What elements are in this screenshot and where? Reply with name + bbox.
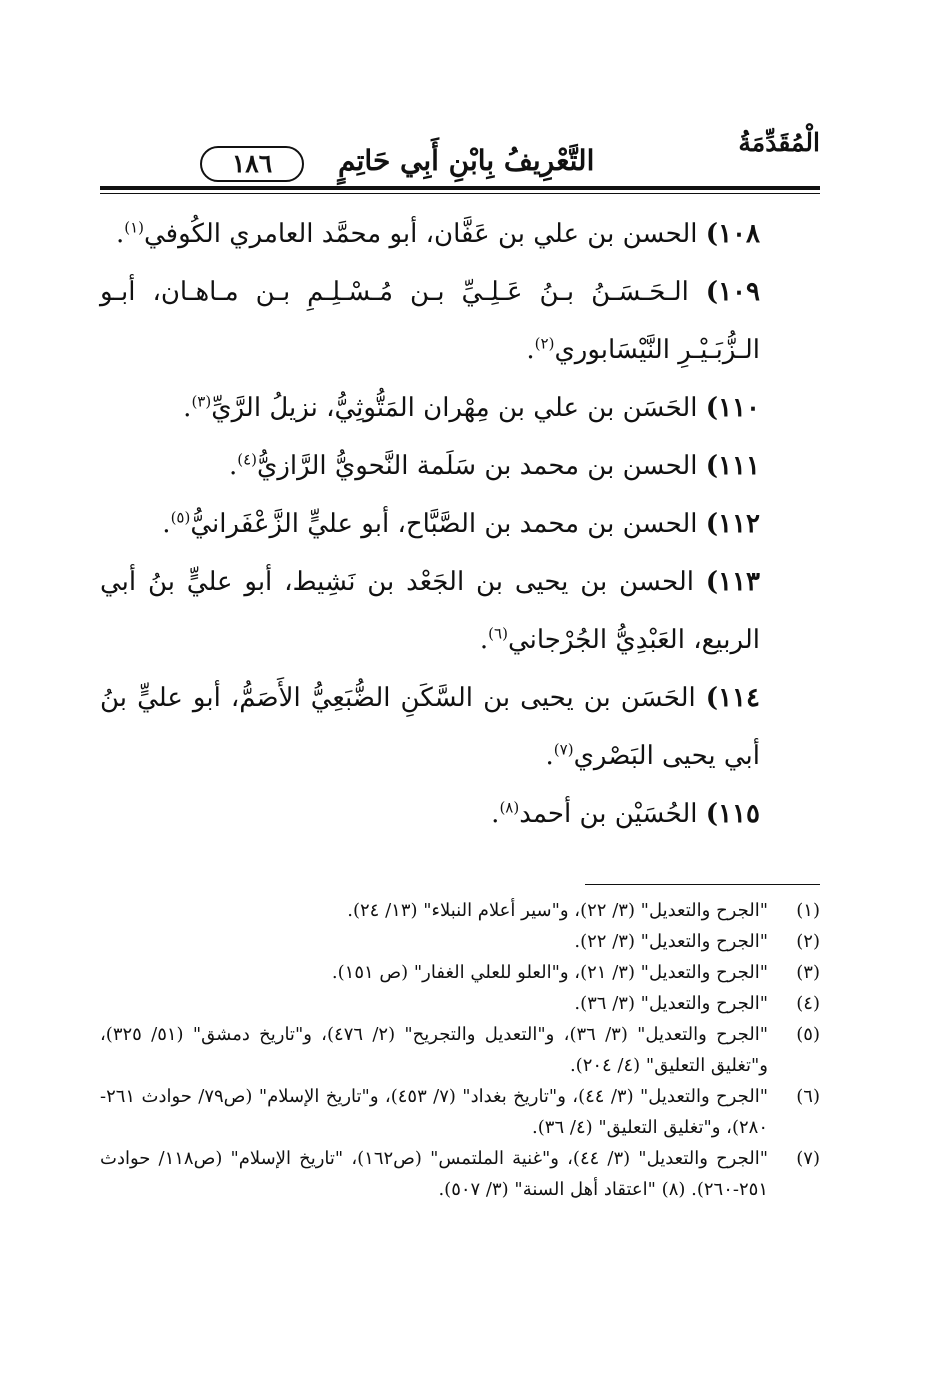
entry-text: الحسن بن محمد بن سَلَمة النَّحويُّ الرَّازيُّ xyxy=(257,451,706,481)
entry-end: . xyxy=(228,451,238,481)
footnote-text: "الجرح والتعديل" (٣/ ٢٢)، و"سير أعلام النبلاء" (١٣/ ٢٤). xyxy=(347,900,768,921)
footnote-ref: (٣) xyxy=(191,392,212,411)
footnote-number: (٦) xyxy=(796,1086,820,1107)
page-header xyxy=(100,128,820,188)
header-rule-thick xyxy=(100,186,820,190)
footnote-ref: (٥) xyxy=(170,508,191,527)
entry-end: . xyxy=(115,219,125,249)
footnote-text: "الجرح والتعديل" (٣/ ٤٤)، و"غنية الملتمس" (ص١٦٢)، "تاريخ الإسلام" (ص١١٨/ حوادث ٢٥١-٢٦٠). (٨) "اعتقاد أهل السنة" (٣/ ٥٠٧). xyxy=(100,1148,768,1200)
footnote-number: (١) xyxy=(796,900,820,921)
footnote-number: (٥) xyxy=(796,1024,820,1045)
footnote-number: (٣) xyxy=(796,962,820,983)
entry-115 xyxy=(100,785,820,843)
entry-111 xyxy=(100,437,820,495)
entries-list xyxy=(100,205,820,843)
footnote-ref: (١) xyxy=(124,218,144,237)
footnote-5 xyxy=(100,1019,820,1081)
footnote-4 xyxy=(100,988,820,1019)
footnote-number: (٧) xyxy=(796,1148,820,1169)
footnote-number: (٤) xyxy=(796,993,820,1014)
footnote-7 xyxy=(100,1143,820,1205)
entry-text: الحَسَن بن علي بن مِهْران المَتُّوثِيُّ، نزيلُ الرَّيِّ xyxy=(211,393,706,423)
footnote-text: "الجرح والتعديل" (٣/ ٣٦). xyxy=(574,993,768,1014)
footnote-text: "الجرح والتعديل" (٣/ ٢١)، و"العلو للعلي الغفار" (ص ١٥١). xyxy=(331,962,768,983)
entry-number: ١١٢) xyxy=(705,509,760,539)
entry-end: . xyxy=(183,393,192,423)
entry-number: ١١١) xyxy=(705,451,760,481)
footnote-ref: (٨) xyxy=(499,798,520,817)
entry-text: الحسن بن يحيى بن الجَعْد بن نَشِيط، أبو عليٍّ بنُ أبي الربيع، العَبْدِيُّ الجُرْجاني xyxy=(100,567,760,655)
entry-end: . xyxy=(162,509,171,539)
section-title: الْمُقَدِّمَةُ xyxy=(738,128,820,157)
entry-number: ١١٥) xyxy=(705,799,760,829)
entry-end: . xyxy=(526,335,535,365)
page-number-badge: ١٨٦ xyxy=(200,146,304,182)
footnote-2 xyxy=(100,926,820,957)
header-rule-thin xyxy=(100,193,820,194)
entry-110 xyxy=(100,379,820,437)
entry-text: الحسن بن علي بن عَفَّان، أبو محمَّد العامري الكُوفي xyxy=(144,219,706,249)
entry-end: . xyxy=(545,741,554,771)
footnote-1 xyxy=(100,895,820,926)
footnote-ref: (٦) xyxy=(488,624,508,643)
entry-number: ١٠٩) xyxy=(705,277,760,307)
entry-number: ١١٠) xyxy=(705,393,760,423)
footnote-number: (٢) xyxy=(796,931,820,952)
footnote-text: "الجرح والتعديل" (٣/ ٢٢). xyxy=(574,931,768,952)
entry-112 xyxy=(100,495,820,553)
entry-109 xyxy=(100,263,820,379)
entry-end: . xyxy=(479,625,489,655)
entry-end: . xyxy=(491,799,500,829)
footnote-text: "الجرح والتعديل" (٣/ ٣٦)، و"التعديل والتجريح" (٢/ ٤٧٦)، و"تاريخ دمشق" (٥١/ ٣٢٥)، و"تغليق التعليق" (٤/ ٢٠٤). xyxy=(100,1024,769,1076)
footnote-ref: (٢) xyxy=(534,334,555,353)
entry-number: ١١٣) xyxy=(705,567,760,597)
book-title: التَّعْرِيفُ بِابْنِ أَبِي حَاتِمٍ xyxy=(338,144,595,177)
entry-114 xyxy=(100,669,820,785)
footnote-3 xyxy=(100,957,820,988)
footnote-ref: (٧) xyxy=(553,740,574,759)
footnote-ref: (٤) xyxy=(237,450,258,469)
entry-text: الحُسَيْن بن أحمد xyxy=(519,799,706,829)
entry-number: ١٠٨) xyxy=(705,219,760,249)
entry-108 xyxy=(100,205,820,263)
entry-text: الحَسَن بن يحيى بن السَّكَنِ الضُّبَعِيُّ الأَصَمُّ، أبو عليٍّ بنُ أبي يحيى البَصْري xyxy=(100,683,760,771)
footnote-separator xyxy=(585,884,820,885)
entry-113 xyxy=(100,553,820,669)
footnote-text: "الجرح والتعديل" (٣/ ٤٤)، و"تاريخ بغداد" (٧/ ٤٥٣)، و"تاريخ الإسلام" (ص٧٩/ حوادث ٢٦١- ٢٨٠)، و"تغليق التعليق" (٤/ ٣٦). xyxy=(100,1086,768,1138)
footnote-6 xyxy=(100,1081,820,1143)
entry-text: الـحَـسَـنُ بـنُ عَـلِـيِّ بـن مُـسْـلِـمِ بـن مـاهـان، أبـو الـزُّبَـيْـرِ النَّيْسَابوري xyxy=(100,277,760,365)
entry-text: الحسن بن محمد بن الصَّبَّاح، أبو عليٍّ الزَّعْفَرانيُّ xyxy=(190,509,706,539)
entry-number: ١١٤) xyxy=(705,683,760,713)
footnotes-list xyxy=(100,895,820,1205)
